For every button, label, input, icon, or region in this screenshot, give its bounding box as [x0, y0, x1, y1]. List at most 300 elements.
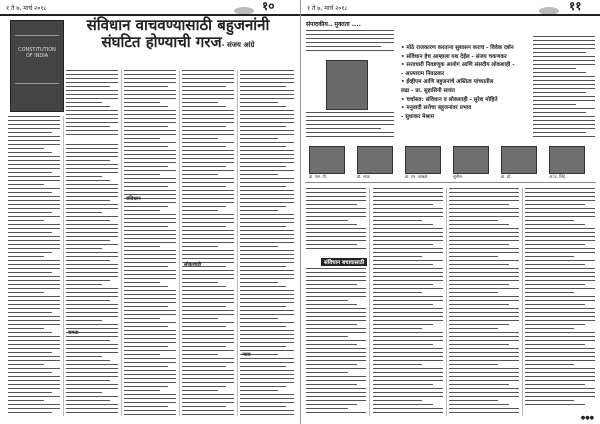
text-line [240, 282, 278, 283]
text-line [373, 228, 443, 229]
text-line [124, 250, 176, 251]
text-line [306, 216, 366, 217]
text-line [533, 72, 586, 73]
text-line [525, 260, 595, 261]
text-line [449, 196, 519, 197]
text-line [449, 360, 519, 361]
text-line [124, 414, 176, 415]
text-line [306, 364, 357, 365]
text-line [8, 248, 60, 249]
text-line [240, 374, 294, 375]
text-line [124, 162, 176, 163]
text-line [124, 298, 176, 299]
text-line [182, 102, 218, 103]
text-line [66, 292, 118, 293]
text-line [240, 314, 294, 315]
text-line [66, 380, 110, 381]
text-line [240, 194, 294, 195]
text-line [124, 402, 176, 403]
text-line [533, 64, 595, 65]
text-line [124, 178, 176, 179]
text-line [525, 224, 585, 225]
text-line [449, 412, 519, 413]
text-line [306, 244, 357, 245]
text-line [182, 214, 234, 215]
text-line [240, 162, 294, 163]
text-line [240, 114, 294, 115]
text-line [533, 100, 595, 101]
article-column [66, 144, 118, 418]
text-line [8, 164, 60, 165]
text-line [306, 372, 348, 373]
text-line [525, 308, 595, 309]
text-line [66, 192, 118, 193]
text-line [124, 286, 168, 287]
text-line [373, 232, 443, 233]
text-line [449, 376, 519, 377]
text-line [240, 146, 286, 147]
column-divider [237, 70, 238, 416]
text-line [182, 174, 218, 175]
text-line [373, 196, 443, 197]
text-line [240, 366, 286, 367]
text-line [66, 86, 110, 87]
text-line [373, 276, 443, 277]
text-line [182, 246, 218, 247]
text-line [124, 350, 176, 351]
text-line [449, 300, 519, 301]
text-line [373, 360, 443, 361]
contents-item: • मनुवादी सत्तेचा बहुजनांवर प्रभाव [401, 105, 472, 112]
text-line [449, 248, 519, 249]
text-line [8, 232, 52, 233]
text-line [182, 270, 234, 271]
text-line [124, 70, 176, 71]
text-line [8, 240, 60, 241]
text-line [240, 170, 294, 171]
text-line [182, 78, 234, 79]
text-line [8, 312, 52, 313]
text-line [306, 332, 366, 333]
text-line [66, 90, 118, 91]
text-line [124, 186, 168, 187]
text-line [124, 206, 168, 207]
text-line [8, 144, 60, 145]
text-line [449, 380, 519, 381]
text-line [373, 208, 443, 209]
text-line [306, 396, 366, 397]
text-line [373, 404, 433, 405]
text-line [240, 226, 286, 227]
article-column [449, 188, 519, 416]
text-line [306, 224, 357, 225]
constitution-book-image [10, 20, 64, 112]
text-line [8, 404, 60, 405]
text-line [240, 94, 294, 95]
text-line [182, 134, 234, 135]
text-line [240, 298, 294, 299]
text-line [8, 396, 60, 397]
text-line [240, 254, 294, 255]
text-line [124, 98, 176, 99]
text-line [449, 348, 519, 349]
text-line [124, 302, 176, 303]
text-line [66, 360, 110, 361]
text-line [306, 296, 366, 297]
text-line [124, 130, 176, 131]
text-line [306, 380, 366, 381]
text-line [373, 204, 433, 205]
text-line [306, 292, 366, 293]
text-line [182, 310, 234, 311]
text-line [66, 300, 110, 301]
text-line [8, 316, 60, 317]
text-line [8, 292, 44, 293]
text-line [449, 328, 498, 329]
text-line [124, 134, 176, 135]
text-line [124, 74, 176, 75]
contents-item: - सुधाकर मेश्राम [401, 113, 435, 120]
text-line [66, 228, 118, 229]
text-line [525, 372, 595, 373]
text-line [240, 174, 278, 175]
text-line [66, 260, 110, 261]
text-line [240, 210, 278, 211]
text-line [525, 240, 595, 241]
text-line [124, 110, 176, 111]
text-line [66, 200, 110, 201]
photo-caption: अॅड. शिंदे [549, 174, 565, 179]
text-line [124, 330, 176, 331]
text-line [533, 76, 595, 77]
text-line [373, 240, 443, 241]
text-line [306, 376, 366, 377]
text-line [373, 272, 443, 273]
text-line [182, 386, 226, 387]
text-line [182, 410, 234, 411]
text-line [240, 98, 294, 99]
text-line [124, 126, 168, 127]
text-line [8, 220, 44, 221]
text-line [8, 132, 52, 133]
text-line [373, 344, 433, 345]
text-line [182, 290, 234, 291]
text-line [124, 138, 160, 139]
text-line [124, 122, 176, 123]
text-line [449, 228, 519, 229]
text-line [66, 172, 118, 173]
text-line [8, 196, 60, 197]
contents-item: • मोठे राजकारण करताना सुशासन कराच - विवेक दर्शन [401, 45, 514, 51]
article-column [182, 70, 234, 418]
text-line [240, 166, 286, 167]
text-line [66, 236, 118, 237]
text-line [182, 374, 234, 375]
text-line [449, 364, 498, 365]
text-line [240, 122, 294, 123]
text-line [66, 408, 118, 409]
text-line [124, 142, 176, 143]
text-line [525, 336, 595, 337]
text-line [182, 206, 226, 207]
text-line [240, 74, 294, 75]
text-line [124, 294, 176, 295]
text-line [525, 288, 595, 289]
text-line [8, 284, 60, 285]
text-line [182, 402, 234, 403]
text-line [240, 410, 294, 411]
text-line [182, 294, 234, 295]
text-line [66, 134, 118, 135]
text-line [306, 208, 366, 209]
text-line [449, 284, 509, 285]
text-line [66, 224, 118, 225]
text-line [525, 376, 595, 377]
column-divider [179, 70, 180, 416]
text-line [306, 212, 366, 213]
text-line [8, 348, 60, 349]
text-line [124, 306, 168, 307]
text-line [240, 142, 294, 143]
text-line [182, 150, 234, 151]
text-line [240, 290, 294, 291]
text-line [66, 376, 118, 377]
text-line [533, 60, 595, 61]
text-line [533, 108, 595, 109]
text-line [525, 232, 595, 233]
text-line [240, 190, 294, 191]
text-line [373, 212, 443, 213]
text-line [8, 384, 60, 385]
text-line [124, 262, 176, 263]
text-line [8, 156, 60, 157]
text-line [525, 280, 595, 281]
text-line [306, 312, 366, 313]
text-line [240, 322, 294, 323]
text-line [373, 340, 443, 341]
text-line [306, 34, 394, 35]
text-line [8, 148, 44, 149]
text-line [533, 40, 595, 41]
text-line [66, 244, 118, 245]
text-line [66, 232, 118, 233]
text-line [182, 302, 234, 303]
text-line [306, 384, 357, 385]
text-line [525, 188, 595, 189]
text-line [66, 240, 110, 241]
text-line [533, 48, 595, 49]
text-line [306, 336, 348, 337]
text-line [306, 188, 366, 189]
book-title: CONSTITUTION OF INDIA [18, 47, 56, 59]
text-line [182, 322, 234, 323]
text-line [533, 96, 595, 97]
text-line [306, 304, 357, 305]
text-line [66, 368, 118, 369]
text-line [182, 406, 226, 407]
text-line [373, 368, 443, 369]
text-line [240, 402, 294, 403]
text-line [449, 336, 519, 337]
text-line [240, 238, 294, 239]
portrait-photo [357, 146, 393, 174]
portrait-photo [549, 146, 585, 174]
text-line [533, 132, 586, 133]
text-line [449, 192, 519, 193]
text-line [240, 246, 278, 247]
text-line [182, 338, 234, 339]
text-line [182, 130, 234, 131]
text-line [240, 78, 294, 79]
text-line [240, 326, 286, 327]
text-line [533, 56, 595, 57]
text-line [8, 360, 60, 361]
text-line [182, 334, 234, 335]
text-line [66, 102, 102, 103]
issue-date: १ ते ७, मार्च २०१८ [6, 5, 47, 12]
text-line [525, 316, 595, 317]
text-line [373, 224, 433, 225]
contents-item: लढा - प्रा. सुहासिनी सावंत [401, 87, 455, 94]
text-line [182, 126, 226, 127]
text-line [8, 208, 60, 209]
article-column [66, 70, 118, 140]
text-line [124, 202, 176, 203]
text-line [66, 412, 118, 413]
text-line [525, 228, 595, 229]
text-line [8, 340, 60, 341]
text-line [66, 284, 102, 285]
text-line [182, 194, 234, 195]
text-line [373, 384, 433, 385]
text-line [8, 376, 60, 377]
text-line [240, 294, 294, 295]
text-line [449, 280, 519, 281]
text-line [306, 220, 348, 221]
text-line [66, 296, 118, 297]
text-line [182, 366, 226, 367]
text-line [525, 276, 595, 277]
text-line [8, 372, 52, 373]
text-line [373, 320, 443, 321]
text-line [525, 272, 595, 273]
text-line [449, 388, 519, 389]
text-line [8, 172, 52, 173]
text-line [8, 412, 52, 413]
text-line [240, 150, 294, 151]
text-line [525, 352, 595, 353]
text-line [449, 268, 519, 269]
text-line [306, 288, 366, 289]
text-line [124, 190, 176, 191]
text-line [373, 328, 422, 329]
contents-item: • सत्ताधारी निवडणूक आयोग आणि संसदीय लोकशाही - [401, 62, 515, 69]
text-line [182, 166, 226, 167]
text-line [124, 166, 168, 167]
text-line [66, 352, 118, 353]
text-line [525, 212, 595, 213]
text-line [525, 296, 595, 297]
text-line [306, 232, 366, 233]
photo-caption: डॉ. भाऊ [357, 174, 370, 179]
text-line [240, 214, 294, 215]
text-line [240, 102, 278, 103]
text-line [373, 332, 443, 333]
text-line [66, 304, 118, 305]
text-line [182, 190, 234, 191]
text-line [525, 344, 585, 345]
text-line [373, 304, 433, 305]
text-line [124, 154, 176, 155]
text-line [306, 248, 366, 249]
text-line [306, 388, 366, 389]
text-line [66, 130, 118, 131]
text-line [306, 324, 357, 325]
text-line [449, 372, 519, 373]
text-line [66, 344, 118, 345]
text-line [8, 296, 60, 297]
text-line [373, 324, 433, 325]
text-line [240, 378, 294, 379]
headline [62, 17, 294, 67]
text-line [240, 234, 294, 235]
text-line [525, 256, 574, 257]
text-line [182, 258, 234, 259]
text-line [240, 358, 294, 359]
text-line [8, 288, 60, 289]
text-line [533, 68, 576, 69]
text-line [124, 158, 176, 159]
text-line [66, 268, 118, 269]
text-line [182, 146, 226, 147]
text-line [449, 276, 519, 277]
text-line [533, 88, 595, 89]
text-line [533, 136, 595, 137]
text-line [240, 350, 294, 351]
text-line [449, 272, 519, 273]
text-line [182, 274, 234, 275]
text-line [124, 238, 176, 239]
text-line [66, 188, 118, 189]
column-divider [369, 188, 370, 416]
text-line [124, 358, 176, 359]
text-line [124, 322, 176, 323]
text-line [66, 320, 102, 321]
portrait-photo [453, 146, 489, 174]
text-line [124, 222, 176, 223]
text-line [124, 370, 176, 371]
text-line [240, 342, 294, 343]
text-line [449, 368, 519, 369]
text-line [240, 126, 286, 127]
text-line [66, 118, 118, 119]
text-line [124, 82, 176, 83]
text-line [8, 128, 60, 129]
article-column [306, 188, 366, 254]
text-line [525, 204, 585, 205]
text-line [8, 388, 60, 389]
text-line [66, 152, 118, 153]
text-line [306, 196, 366, 197]
text-line [373, 244, 433, 245]
text-line [66, 316, 118, 317]
text-line [124, 282, 160, 283]
text-line [240, 394, 294, 395]
article-column [533, 36, 595, 142]
text-line [373, 288, 443, 289]
text-line [182, 162, 234, 163]
subheading: समता [68, 330, 79, 336]
